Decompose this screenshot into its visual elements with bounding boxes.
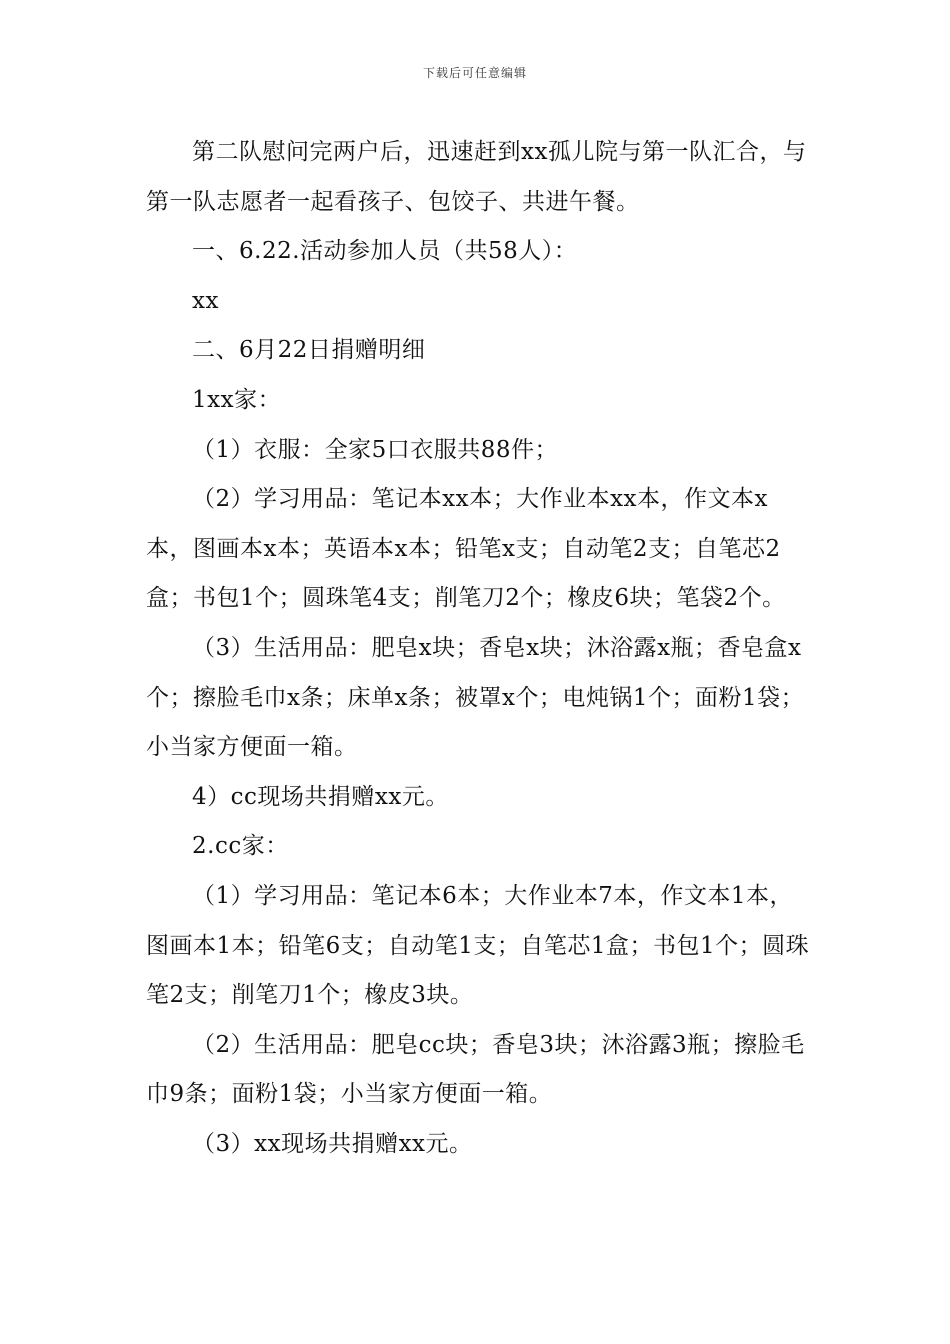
paragraph-family-one-daily-supplies: （3）生活用品：肥皂x块；香皂x块；沐浴露x瓶；香皂盒x个；擦脸毛巾x条；床单x条；被罩x个；电炖锅1个；面粉1袋；小当家方便面一箱。: [146, 634, 805, 761]
paragraph-family-one-clothes: （1）衣服：全家5口衣服共88件；: [192, 436, 559, 463]
paragraph-participants-heading: 一、6.22.活动参加人员（共58人）：: [192, 238, 578, 265]
paragraph-participants-list: xx: [192, 287, 219, 314]
paragraph-family-two: 2.cc家：: [192, 833, 289, 860]
paragraph-family-one-study-supplies: （2）学习用品：笔记本xx本；大作业本xx本，作文本x本，图画本x本；英语本x本；铅笔x支；自动笔2支；自笔芯2盒；书包1个；圆珠笔4支；削笔刀2个；橡皮6块；笔袋2个。: [146, 486, 786, 612]
paragraph-family-one-cash: 4）cc现场共捐赠xx元。: [192, 783, 449, 810]
paragraph-family-one: 1xx家：: [192, 386, 282, 413]
document-body: [146, 128, 810, 1169]
paragraph-family-two-cash: （3）xx现场共捐赠xx元。: [192, 1130, 473, 1157]
paragraph-family-two-daily-supplies: （2）生活用品：肥皂cc块；香皂3块；沐浴露3瓶；擦脸毛巾9条；面粉1袋；小当家方便面一箱。: [146, 1031, 805, 1108]
paragraph-donation-heading: 二、6月22日捐赠明细: [192, 337, 426, 364]
paragraph-family-two-study-supplies: （1）学习用品：笔记本6本；大作业本7本，作文本1本，图画本1本；铅笔6支；自动笔1支；自笔芯1盒；书包1个；圆珠笔2支；削笔刀1个；橡皮3块。: [146, 882, 810, 1009]
page-header: 下载后可任意编辑: [422, 66, 527, 80]
paragraph-team-two-visit: 第二队慰问完两户后，迅速赶到xx孤儿院与第一队汇合，与第一队志愿者一起看孩子、包饺子、共进午餐。: [146, 139, 807, 215]
